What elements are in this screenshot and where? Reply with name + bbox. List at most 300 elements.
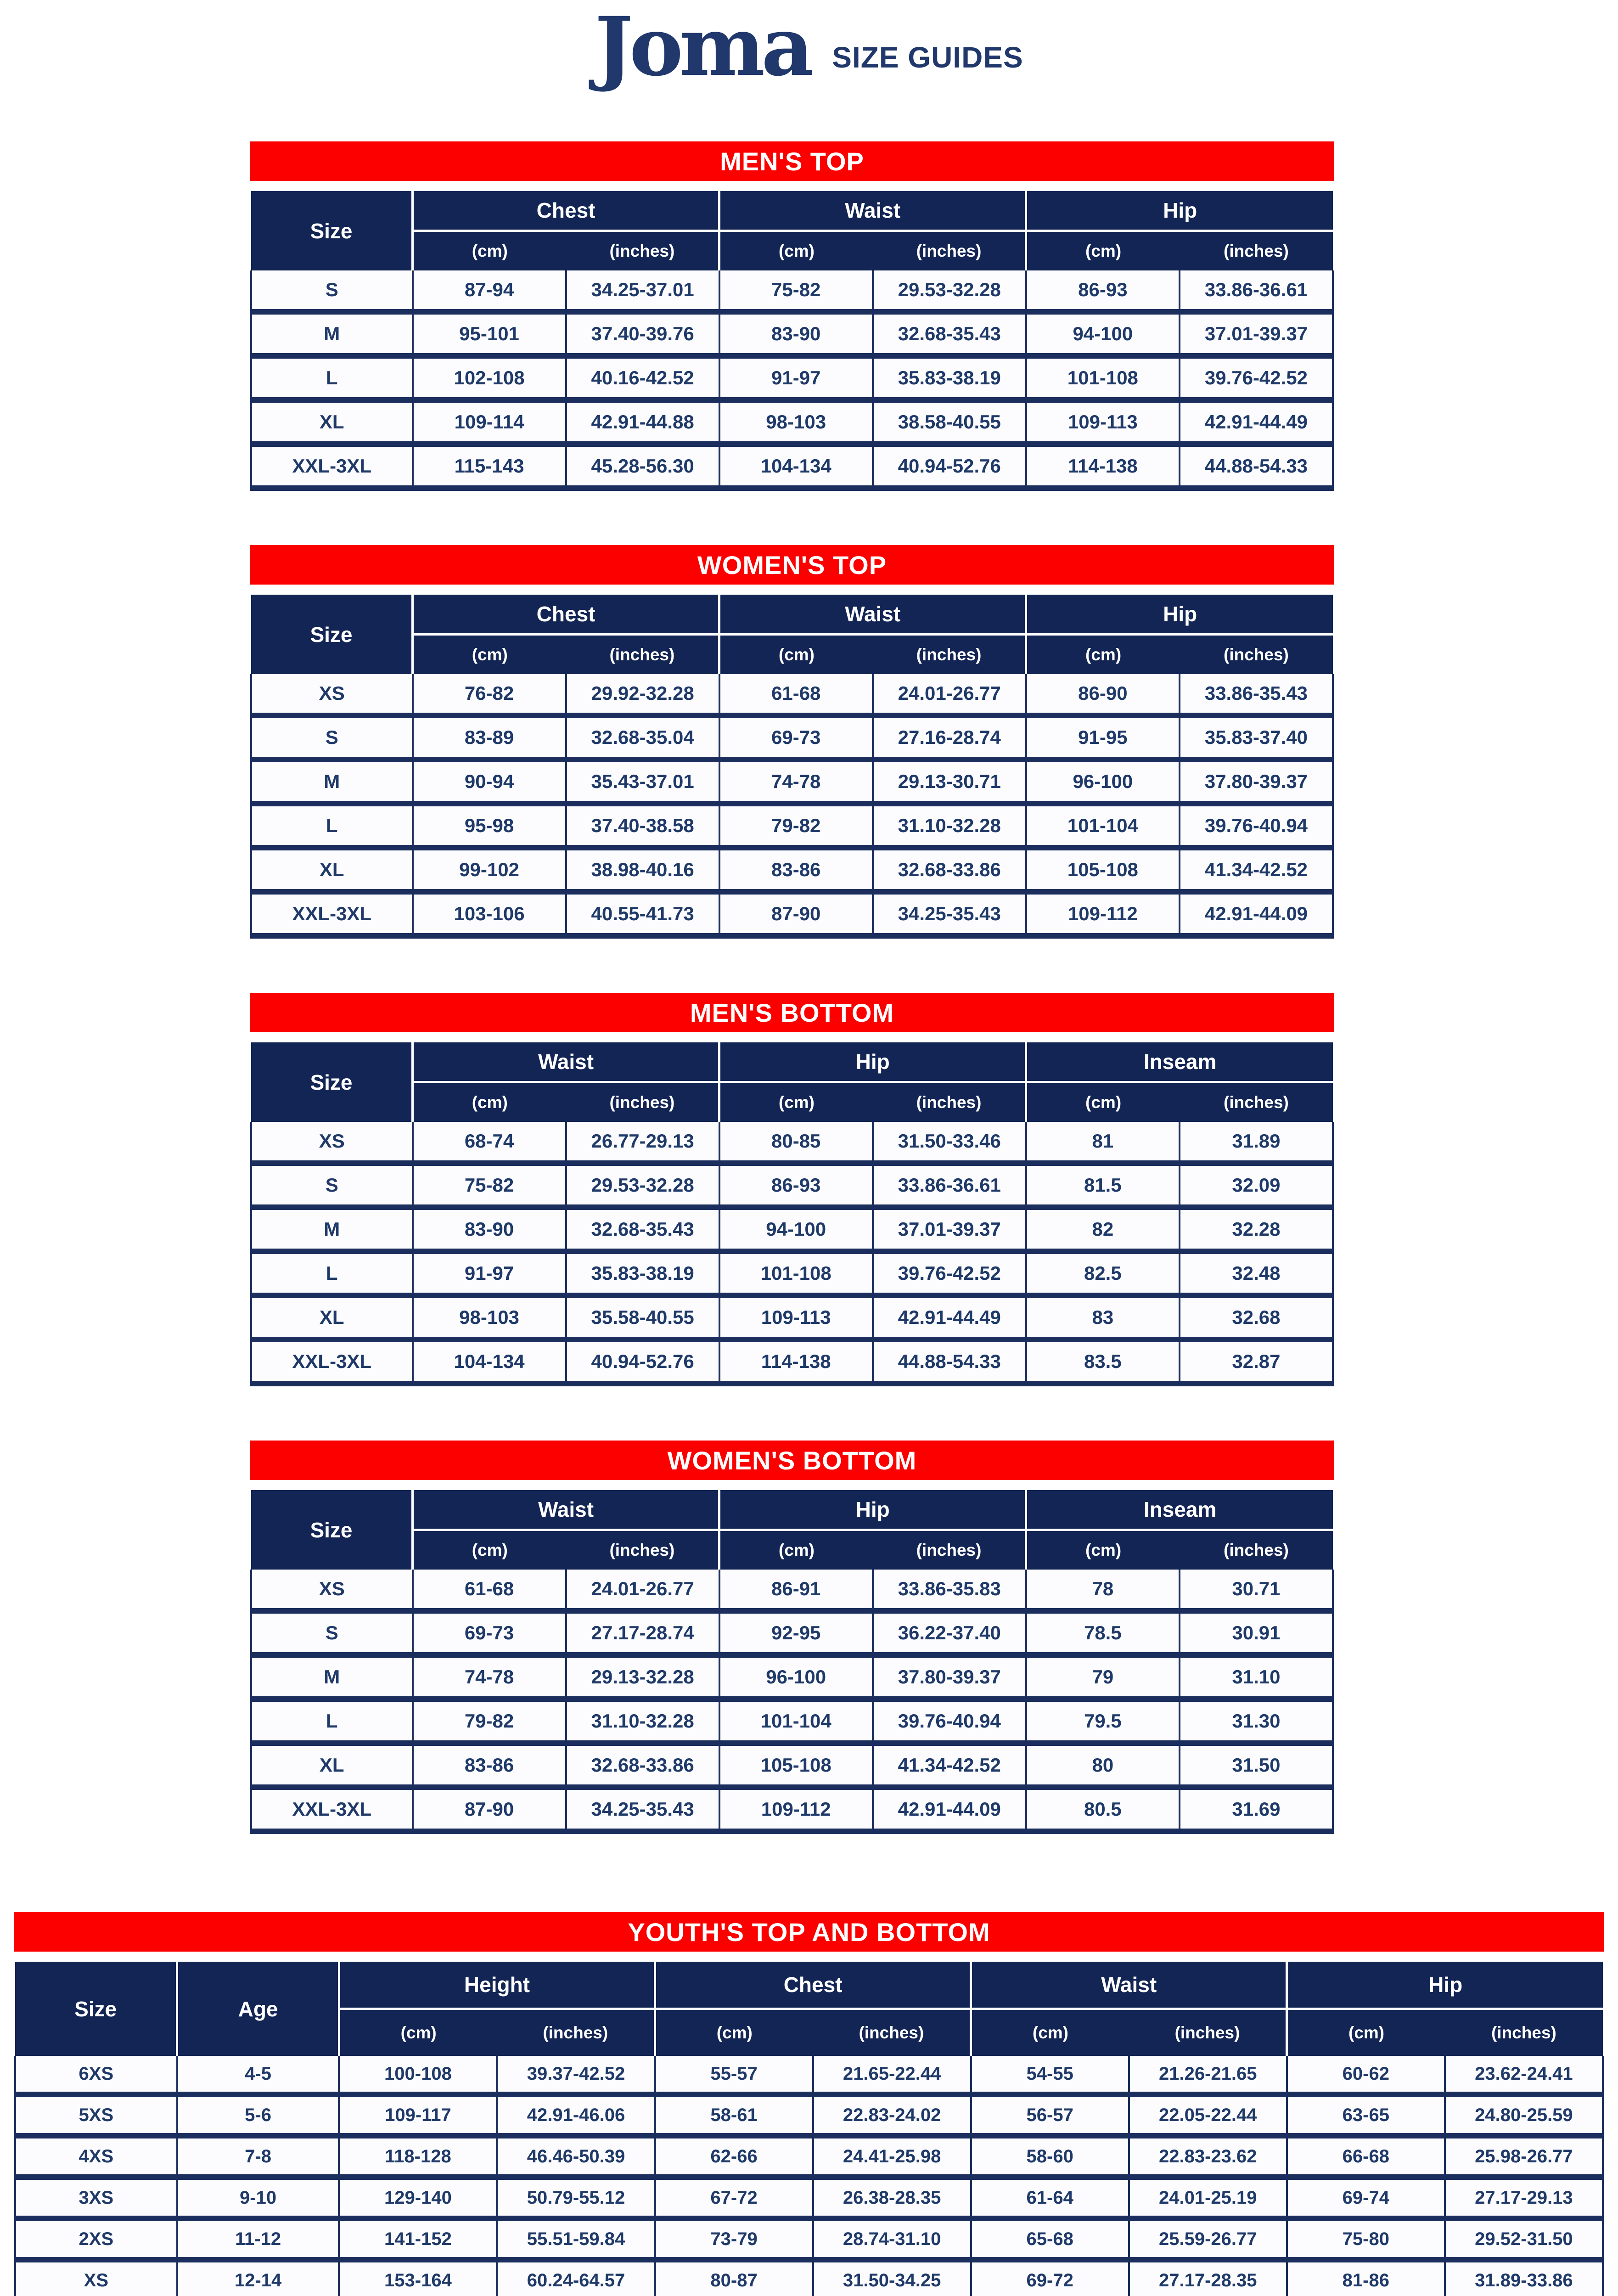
measurement-cell: 36.22-37.40 <box>873 1611 1026 1655</box>
measurement-cell: 42.91-44.49 <box>1180 400 1333 444</box>
measurement-cell: 38.58-40.55 <box>873 400 1026 444</box>
size-cell: M <box>251 312 413 356</box>
size-cell: 5XS <box>15 2094 177 2136</box>
size-cell: L <box>251 1251 413 1295</box>
measurement-cell: 30.91 <box>1180 1611 1333 1655</box>
unit-header-row <box>251 635 1333 675</box>
measurement-cell: 37.01-39.37 <box>873 1207 1026 1251</box>
group-header-height: Height <box>339 1962 655 2009</box>
measurement-cell: 96-100 <box>1026 760 1180 804</box>
unit-cm-header: (cm) <box>719 231 873 271</box>
unit-cm-header: (cm) <box>413 1530 566 1570</box>
measurement-cell: 103-106 <box>413 892 566 936</box>
measurement-cell: 28.74-31.10 <box>813 2218 971 2260</box>
measurement-cell: 68-74 <box>413 1122 566 1163</box>
measurement-cell: 35.83-37.40 <box>1180 715 1333 760</box>
table-row <box>251 760 1333 804</box>
table-banner: WOMEN'S TOP <box>250 545 1334 585</box>
measurement-cell: 55-57 <box>655 2056 813 2094</box>
measurement-cell: 109-112 <box>719 1787 873 1831</box>
table-row <box>251 1295 1333 1339</box>
table-row <box>251 1787 1333 1831</box>
table-banner: MEN'S TOP <box>250 141 1334 181</box>
measurement-cell: 83.5 <box>1026 1339 1180 1384</box>
unit-cm-header: (cm) <box>413 635 566 675</box>
table-row <box>251 356 1333 400</box>
table-row <box>15 2094 1603 2136</box>
size-cell: M <box>251 1655 413 1699</box>
size-column-header: Size <box>15 1962 177 2056</box>
age-column-header: Age <box>177 1962 339 2056</box>
measurement-cell: 129-140 <box>339 2177 497 2218</box>
measurement-cell: 31.69 <box>1180 1787 1333 1831</box>
table-row <box>15 2056 1603 2094</box>
measurement-cell: 34.25-35.43 <box>873 892 1026 936</box>
size-cell: XXL-3XL <box>251 1787 413 1831</box>
measurement-cell: 50.79-55.12 <box>497 2177 655 2218</box>
measurement-cell: 31.10-32.28 <box>566 1699 719 1743</box>
measurement-cell: 33.86-36.61 <box>1180 270 1333 312</box>
table-row <box>251 312 1333 356</box>
unit-inches-header: (inches) <box>566 1530 719 1570</box>
measurement-cell: 82.5 <box>1026 1251 1180 1295</box>
measurement-cell: 25.98-26.77 <box>1445 2136 1603 2177</box>
measurement-cell: 80.5 <box>1026 1787 1180 1831</box>
size-cell: XL <box>251 1295 413 1339</box>
table-row <box>15 2218 1603 2260</box>
measurement-cell: 153-164 <box>339 2260 497 2296</box>
measurement-cell: 35.83-38.19 <box>873 356 1026 400</box>
measurement-cell: 76-82 <box>413 674 566 715</box>
measurement-cell: 90-94 <box>413 760 566 804</box>
measurement-cell: 56-57 <box>971 2094 1129 2136</box>
size-cell: XS <box>251 674 413 715</box>
measurement-cell: 32.09 <box>1180 1163 1333 1207</box>
unit-inches-header: (inches) <box>1129 2009 1287 2056</box>
measurement-cell: 41.34-42.52 <box>1180 848 1333 892</box>
measurement-cell: 92-95 <box>719 1611 873 1655</box>
measurement-cell: 37.80-39.37 <box>1180 760 1333 804</box>
table-row <box>251 1122 1333 1163</box>
measurement-cell: 114-138 <box>1026 444 1180 488</box>
measurement-cell: 60-62 <box>1287 2056 1445 2094</box>
measurement-cell: 46.46-50.39 <box>497 2136 655 2177</box>
measurement-cell: 23.62-24.41 <box>1445 2056 1603 2094</box>
measurement-cell: 31.30 <box>1180 1699 1333 1743</box>
measurement-cell: 35.58-40.55 <box>566 1295 719 1339</box>
group-header-hip: Hip <box>1026 191 1333 231</box>
size-cell: M <box>251 1207 413 1251</box>
page-title: SIZE GUIDES <box>832 41 1023 74</box>
measurement-cell: 37.80-39.37 <box>873 1655 1026 1699</box>
measurement-cell: 24.01-26.77 <box>566 1570 719 1611</box>
measurement-cell: 27.17-29.13 <box>1445 2177 1603 2218</box>
measurement-cell: 32.68 <box>1180 1295 1333 1339</box>
unit-cm-header: (cm) <box>1026 1530 1180 1570</box>
measurement-cell: 83-90 <box>413 1207 566 1251</box>
group-header-inseam: Inseam <box>1026 1042 1333 1082</box>
measurement-cell: 58-60 <box>971 2136 1129 2177</box>
measurement-cell: 24.80-25.59 <box>1445 2094 1603 2136</box>
size-cell: S <box>251 1163 413 1207</box>
group-header-hip: Hip <box>719 1042 1026 1082</box>
group-header-row <box>251 1490 1333 1530</box>
measurement-cell: 27.17-28.74 <box>566 1611 719 1655</box>
measurement-cell: 31.50 <box>1180 1743 1333 1787</box>
unit-inches-header: (inches) <box>873 231 1026 271</box>
size-cell: M <box>251 760 413 804</box>
table-section-womens-bottom <box>250 1441 1334 1834</box>
group-header-inseam: Inseam <box>1026 1490 1333 1530</box>
measurement-cell: 98-103 <box>719 400 873 444</box>
unit-cm-header: (cm) <box>1026 1082 1180 1122</box>
table-section-mens-bottom <box>250 993 1334 1386</box>
measurement-cell: 31.89 <box>1180 1122 1333 1163</box>
measurement-cell: 74-78 <box>413 1655 566 1699</box>
unit-inches-header: (inches) <box>1180 231 1333 271</box>
measurement-cell: 63-65 <box>1287 2094 1445 2136</box>
measurement-cell: 115-143 <box>413 444 566 488</box>
measurement-cell: 55.51-59.84 <box>497 2218 655 2260</box>
table-row <box>251 1163 1333 1207</box>
measurement-cell: 41.34-42.52 <box>873 1743 1026 1787</box>
measurement-cell: 58-61 <box>655 2094 813 2136</box>
measurement-cell: 42.91-44.88 <box>566 400 719 444</box>
measurement-cell: 80-87 <box>655 2260 813 2296</box>
size-cell: 2XS <box>15 2218 177 2260</box>
unit-cm-header: (cm) <box>719 1082 873 1122</box>
measurement-cell: 79.5 <box>1026 1699 1180 1743</box>
group-header-chest: Chest <box>413 595 719 635</box>
measurement-cell: 83-89 <box>413 715 566 760</box>
measurement-cell: 45.28-56.30 <box>566 444 719 488</box>
measurement-cell: 87-90 <box>413 1787 566 1831</box>
measurement-cell: 101-108 <box>1026 356 1180 400</box>
measurement-cell: 44.88-54.33 <box>873 1339 1026 1384</box>
size-table-womens-top <box>250 595 1334 939</box>
measurement-cell: 105-108 <box>719 1743 873 1787</box>
measurement-cell: 109-114 <box>413 400 566 444</box>
measurement-cell: 32.68-35.43 <box>873 312 1026 356</box>
table-row <box>251 270 1333 312</box>
measurement-cell: 83-86 <box>719 848 873 892</box>
measurement-cell: 37.01-39.37 <box>1180 312 1333 356</box>
group-header-waist: Waist <box>413 1042 719 1082</box>
measurement-cell: 105-108 <box>1026 848 1180 892</box>
measurement-cell: 30.71 <box>1180 1570 1333 1611</box>
measurement-cell: 22.83-24.02 <box>813 2094 971 2136</box>
size-cell: 4XS <box>15 2136 177 2177</box>
unit-cm-header: (cm) <box>413 231 566 271</box>
measurement-cell: 34.25-35.43 <box>566 1787 719 1831</box>
measurement-cell: 69-72 <box>971 2260 1129 2296</box>
measurement-cell: 12-14 <box>177 2260 339 2296</box>
size-table-mens-top <box>250 191 1334 491</box>
measurement-cell: 83-90 <box>719 312 873 356</box>
measurement-cell: 60.24-64.57 <box>497 2260 655 2296</box>
measurement-cell: 101-104 <box>719 1699 873 1743</box>
measurement-cell: 39.76-40.94 <box>873 1699 1026 1743</box>
measurement-cell: 61-64 <box>971 2177 1129 2218</box>
size-cell: S <box>251 715 413 760</box>
measurement-cell: 9-10 <box>177 2177 339 2218</box>
measurement-cell: 44.88-54.33 <box>1180 444 1333 488</box>
measurement-cell: 94-100 <box>719 1207 873 1251</box>
measurement-cell: 114-138 <box>719 1339 873 1384</box>
measurement-cell: 118-128 <box>339 2136 497 2177</box>
measurement-cell: 29.52-31.50 <box>1445 2218 1603 2260</box>
size-column-header: Size <box>251 595 413 674</box>
size-cell: XS <box>251 1122 413 1163</box>
unit-cm-header: (cm) <box>971 2009 1129 2056</box>
unit-header-row <box>251 1530 1333 1570</box>
measurement-cell: 34.25-37.01 <box>566 270 719 312</box>
group-header-row <box>251 191 1333 231</box>
table-section-mens-top <box>250 141 1334 491</box>
table-row <box>251 804 1333 848</box>
table-banner: WOMEN'S BOTTOM <box>250 1441 1334 1480</box>
group-header-row <box>15 1962 1603 2009</box>
measurement-cell: 101-108 <box>719 1251 873 1295</box>
measurement-cell: 26.77-29.13 <box>566 1122 719 1163</box>
measurement-cell: 35.83-38.19 <box>566 1251 719 1295</box>
table-banner: MEN'S BOTTOM <box>250 993 1334 1032</box>
measurement-cell: 42.91-44.09 <box>873 1787 1026 1831</box>
measurement-cell: 91-97 <box>719 356 873 400</box>
measurement-cell: 33.86-35.43 <box>1180 674 1333 715</box>
measurement-cell: 29.13-30.71 <box>873 760 1026 804</box>
unit-inches-header: (inches) <box>566 1082 719 1122</box>
table-section-womens-top <box>250 545 1334 939</box>
measurement-cell: 87-94 <box>413 270 566 312</box>
measurement-cell: 32.87 <box>1180 1339 1333 1384</box>
measurement-cell: 35.43-37.01 <box>566 760 719 804</box>
measurement-cell: 69-74 <box>1287 2177 1445 2218</box>
measurement-cell: 7-8 <box>177 2136 339 2177</box>
unit-inches-header: (inches) <box>873 1530 1026 1570</box>
measurement-cell: 32.68-35.04 <box>566 715 719 760</box>
table-row <box>251 1251 1333 1295</box>
table-row <box>15 2177 1603 2218</box>
measurement-cell: 31.10-32.28 <box>873 804 1026 848</box>
measurement-cell: 37.40-38.58 <box>566 804 719 848</box>
table-row <box>251 1339 1333 1384</box>
measurement-cell: 42.91-46.06 <box>497 2094 655 2136</box>
group-header-hip: Hip <box>1026 595 1333 635</box>
measurement-cell: 73-79 <box>655 2218 813 2260</box>
page-header <box>0 0 1618 94</box>
measurement-cell: 33.86-35.83 <box>873 1570 1026 1611</box>
measurement-cell: 40.94-52.76 <box>873 444 1026 488</box>
group-header-chest: Chest <box>413 191 719 231</box>
size-cell: XL <box>251 1743 413 1787</box>
size-cell: XXL-3XL <box>251 892 413 936</box>
measurement-cell: 39.76-42.52 <box>1180 356 1333 400</box>
measurement-cell: 86-93 <box>719 1163 873 1207</box>
measurement-cell: 29.53-32.28 <box>873 270 1026 312</box>
measurement-cell: 75-82 <box>413 1163 566 1207</box>
measurement-cell: 101-104 <box>1026 804 1180 848</box>
size-cell: XXL-3XL <box>251 444 413 488</box>
measurement-cell: 99-102 <box>413 848 566 892</box>
group-header-waist: Waist <box>971 1962 1287 2009</box>
measurement-cell: 109-112 <box>1026 892 1180 936</box>
measurement-cell: 69-73 <box>413 1611 566 1655</box>
size-cell: XXL-3XL <box>251 1339 413 1384</box>
measurement-cell: 22.05-22.44 <box>1129 2094 1287 2136</box>
measurement-cell: 79 <box>1026 1655 1180 1699</box>
size-cell: XL <box>251 848 413 892</box>
size-cell: L <box>251 804 413 848</box>
size-cell: L <box>251 1699 413 1743</box>
table-row <box>251 1570 1333 1611</box>
measurement-cell: 75-80 <box>1287 2218 1445 2260</box>
group-header-hip: Hip <box>1287 1962 1603 2009</box>
measurement-cell: 109-113 <box>719 1295 873 1339</box>
group-header-row <box>251 1042 1333 1082</box>
measurement-cell: 31.10 <box>1180 1655 1333 1699</box>
measurement-cell: 96-100 <box>719 1655 873 1699</box>
measurement-cell: 81.5 <box>1026 1163 1180 1207</box>
measurement-cell: 100-108 <box>339 2056 497 2094</box>
unit-cm-header: (cm) <box>1026 231 1180 271</box>
measurement-cell: 31.50-33.46 <box>873 1122 1026 1163</box>
table-banner: YOUTH'S TOP AND BOTTOM <box>14 1912 1604 1952</box>
measurement-cell: 87-90 <box>719 892 873 936</box>
measurement-cell: 98-103 <box>413 1295 566 1339</box>
measurement-cell: 79-82 <box>413 1699 566 1743</box>
measurement-cell: 80-85 <box>719 1122 873 1163</box>
table-row <box>251 1743 1333 1787</box>
table-row <box>251 715 1333 760</box>
measurement-cell: 22.83-23.62 <box>1129 2136 1287 2177</box>
unit-header-row <box>251 1082 1333 1122</box>
measurement-cell: 95-101 <box>413 312 566 356</box>
measurement-cell: 24.41-25.98 <box>813 2136 971 2177</box>
unit-inches-header: (inches) <box>497 2009 655 2056</box>
measurement-cell: 29.13-32.28 <box>566 1655 719 1699</box>
unit-inches-header: (inches) <box>1445 2009 1603 2056</box>
size-cell: S <box>251 270 413 312</box>
measurement-cell: 40.16-42.52 <box>566 356 719 400</box>
size-table-mens-bottom <box>250 1042 1334 1386</box>
size-cell: S <box>251 1611 413 1655</box>
table-row <box>15 2260 1603 2296</box>
measurement-cell: 31.89-33.86 <box>1445 2260 1603 2296</box>
measurement-cell: 141-152 <box>339 2218 497 2260</box>
size-column-header: Size <box>251 1042 413 1122</box>
unit-header-row <box>251 231 1333 271</box>
group-header-waist: Waist <box>413 1490 719 1530</box>
table-row <box>251 1655 1333 1699</box>
unit-inches-header: (inches) <box>566 635 719 675</box>
table-section-youths-top-and-bottom <box>14 1912 1604 2296</box>
measurement-cell: 32.68-33.86 <box>566 1743 719 1787</box>
unit-inches-header: (inches) <box>566 231 719 271</box>
size-cell: L <box>251 356 413 400</box>
unit-cm-header: (cm) <box>1287 2009 1445 2056</box>
size-cell: 6XS <box>15 2056 177 2094</box>
group-header-waist: Waist <box>719 191 1026 231</box>
measurement-cell: 62-66 <box>655 2136 813 2177</box>
table-row <box>15 2136 1603 2177</box>
table-row <box>251 1611 1333 1655</box>
measurement-cell: 42.91-44.09 <box>1180 892 1333 936</box>
measurement-cell: 91-97 <box>413 1251 566 1295</box>
unit-cm-header: (cm) <box>413 1082 566 1122</box>
measurement-cell: 95-98 <box>413 804 566 848</box>
size-cell: XS <box>251 1570 413 1611</box>
measurement-cell: 40.55-41.73 <box>566 892 719 936</box>
measurement-cell: 78.5 <box>1026 1611 1180 1655</box>
measurement-cell: 83-86 <box>413 1743 566 1787</box>
table-row <box>251 1207 1333 1251</box>
table-row <box>251 1699 1333 1743</box>
measurement-cell: 38.98-40.16 <box>566 848 719 892</box>
measurement-cell: 86-90 <box>1026 674 1180 715</box>
unit-inches-header: (inches) <box>873 1082 1026 1122</box>
measurement-cell: 104-134 <box>719 444 873 488</box>
measurement-cell: 67-72 <box>655 2177 813 2218</box>
measurement-cell: 32.68-35.43 <box>566 1207 719 1251</box>
measurement-cell: 21.26-21.65 <box>1129 2056 1287 2094</box>
measurement-cell: 61-68 <box>413 1570 566 1611</box>
measurement-cell: 83 <box>1026 1295 1180 1339</box>
measurement-cell: 37.40-39.76 <box>566 312 719 356</box>
unit-inches-header: (inches) <box>1180 1082 1333 1122</box>
measurement-cell: 24.01-26.77 <box>873 674 1026 715</box>
measurement-cell: 91-95 <box>1026 715 1180 760</box>
measurement-cell: 5-6 <box>177 2094 339 2136</box>
measurement-cell: 69-73 <box>719 715 873 760</box>
unit-inches-header: (inches) <box>813 2009 971 2056</box>
group-header-chest: Chest <box>655 1962 971 2009</box>
measurement-cell: 26.38-28.35 <box>813 2177 971 2218</box>
measurement-cell: 75-82 <box>719 270 873 312</box>
measurement-cell: 86-91 <box>719 1570 873 1611</box>
table-row <box>251 444 1333 488</box>
measurement-cell: 86-93 <box>1026 270 1180 312</box>
measurement-cell: 39.76-42.52 <box>873 1251 1026 1295</box>
measurement-cell: 81 <box>1026 1122 1180 1163</box>
measurement-cell: 78 <box>1026 1570 1180 1611</box>
size-column-header: Size <box>251 1490 413 1570</box>
measurement-cell: 4-5 <box>177 2056 339 2094</box>
measurement-cell: 40.94-52.76 <box>566 1339 719 1384</box>
measurement-cell: 39.76-40.94 <box>1180 804 1333 848</box>
size-column-header: Size <box>251 191 413 270</box>
measurement-cell: 39.37-42.52 <box>497 2056 655 2094</box>
table-row <box>251 848 1333 892</box>
size-cell: XL <box>251 400 413 444</box>
measurement-cell: 33.86-36.61 <box>873 1163 1026 1207</box>
size-cell: XS <box>15 2260 177 2296</box>
unit-cm-header: (cm) <box>719 1530 873 1570</box>
measurement-cell: 82 <box>1026 1207 1180 1251</box>
measurement-cell: 61-68 <box>719 674 873 715</box>
measurement-cell: 79-82 <box>719 804 873 848</box>
measurement-cell: 11-12 <box>177 2218 339 2260</box>
unit-inches-header: (inches) <box>1180 1530 1333 1570</box>
group-header-hip: Hip <box>719 1490 1026 1530</box>
table-row <box>251 674 1333 715</box>
group-header-row <box>251 595 1333 635</box>
joma-logo: Joma <box>595 0 810 94</box>
measurement-cell: 109-117 <box>339 2094 497 2136</box>
measurement-cell: 24.01-25.19 <box>1129 2177 1287 2218</box>
unit-cm-header: (cm) <box>1026 635 1180 675</box>
unit-cm-header: (cm) <box>339 2009 497 2056</box>
